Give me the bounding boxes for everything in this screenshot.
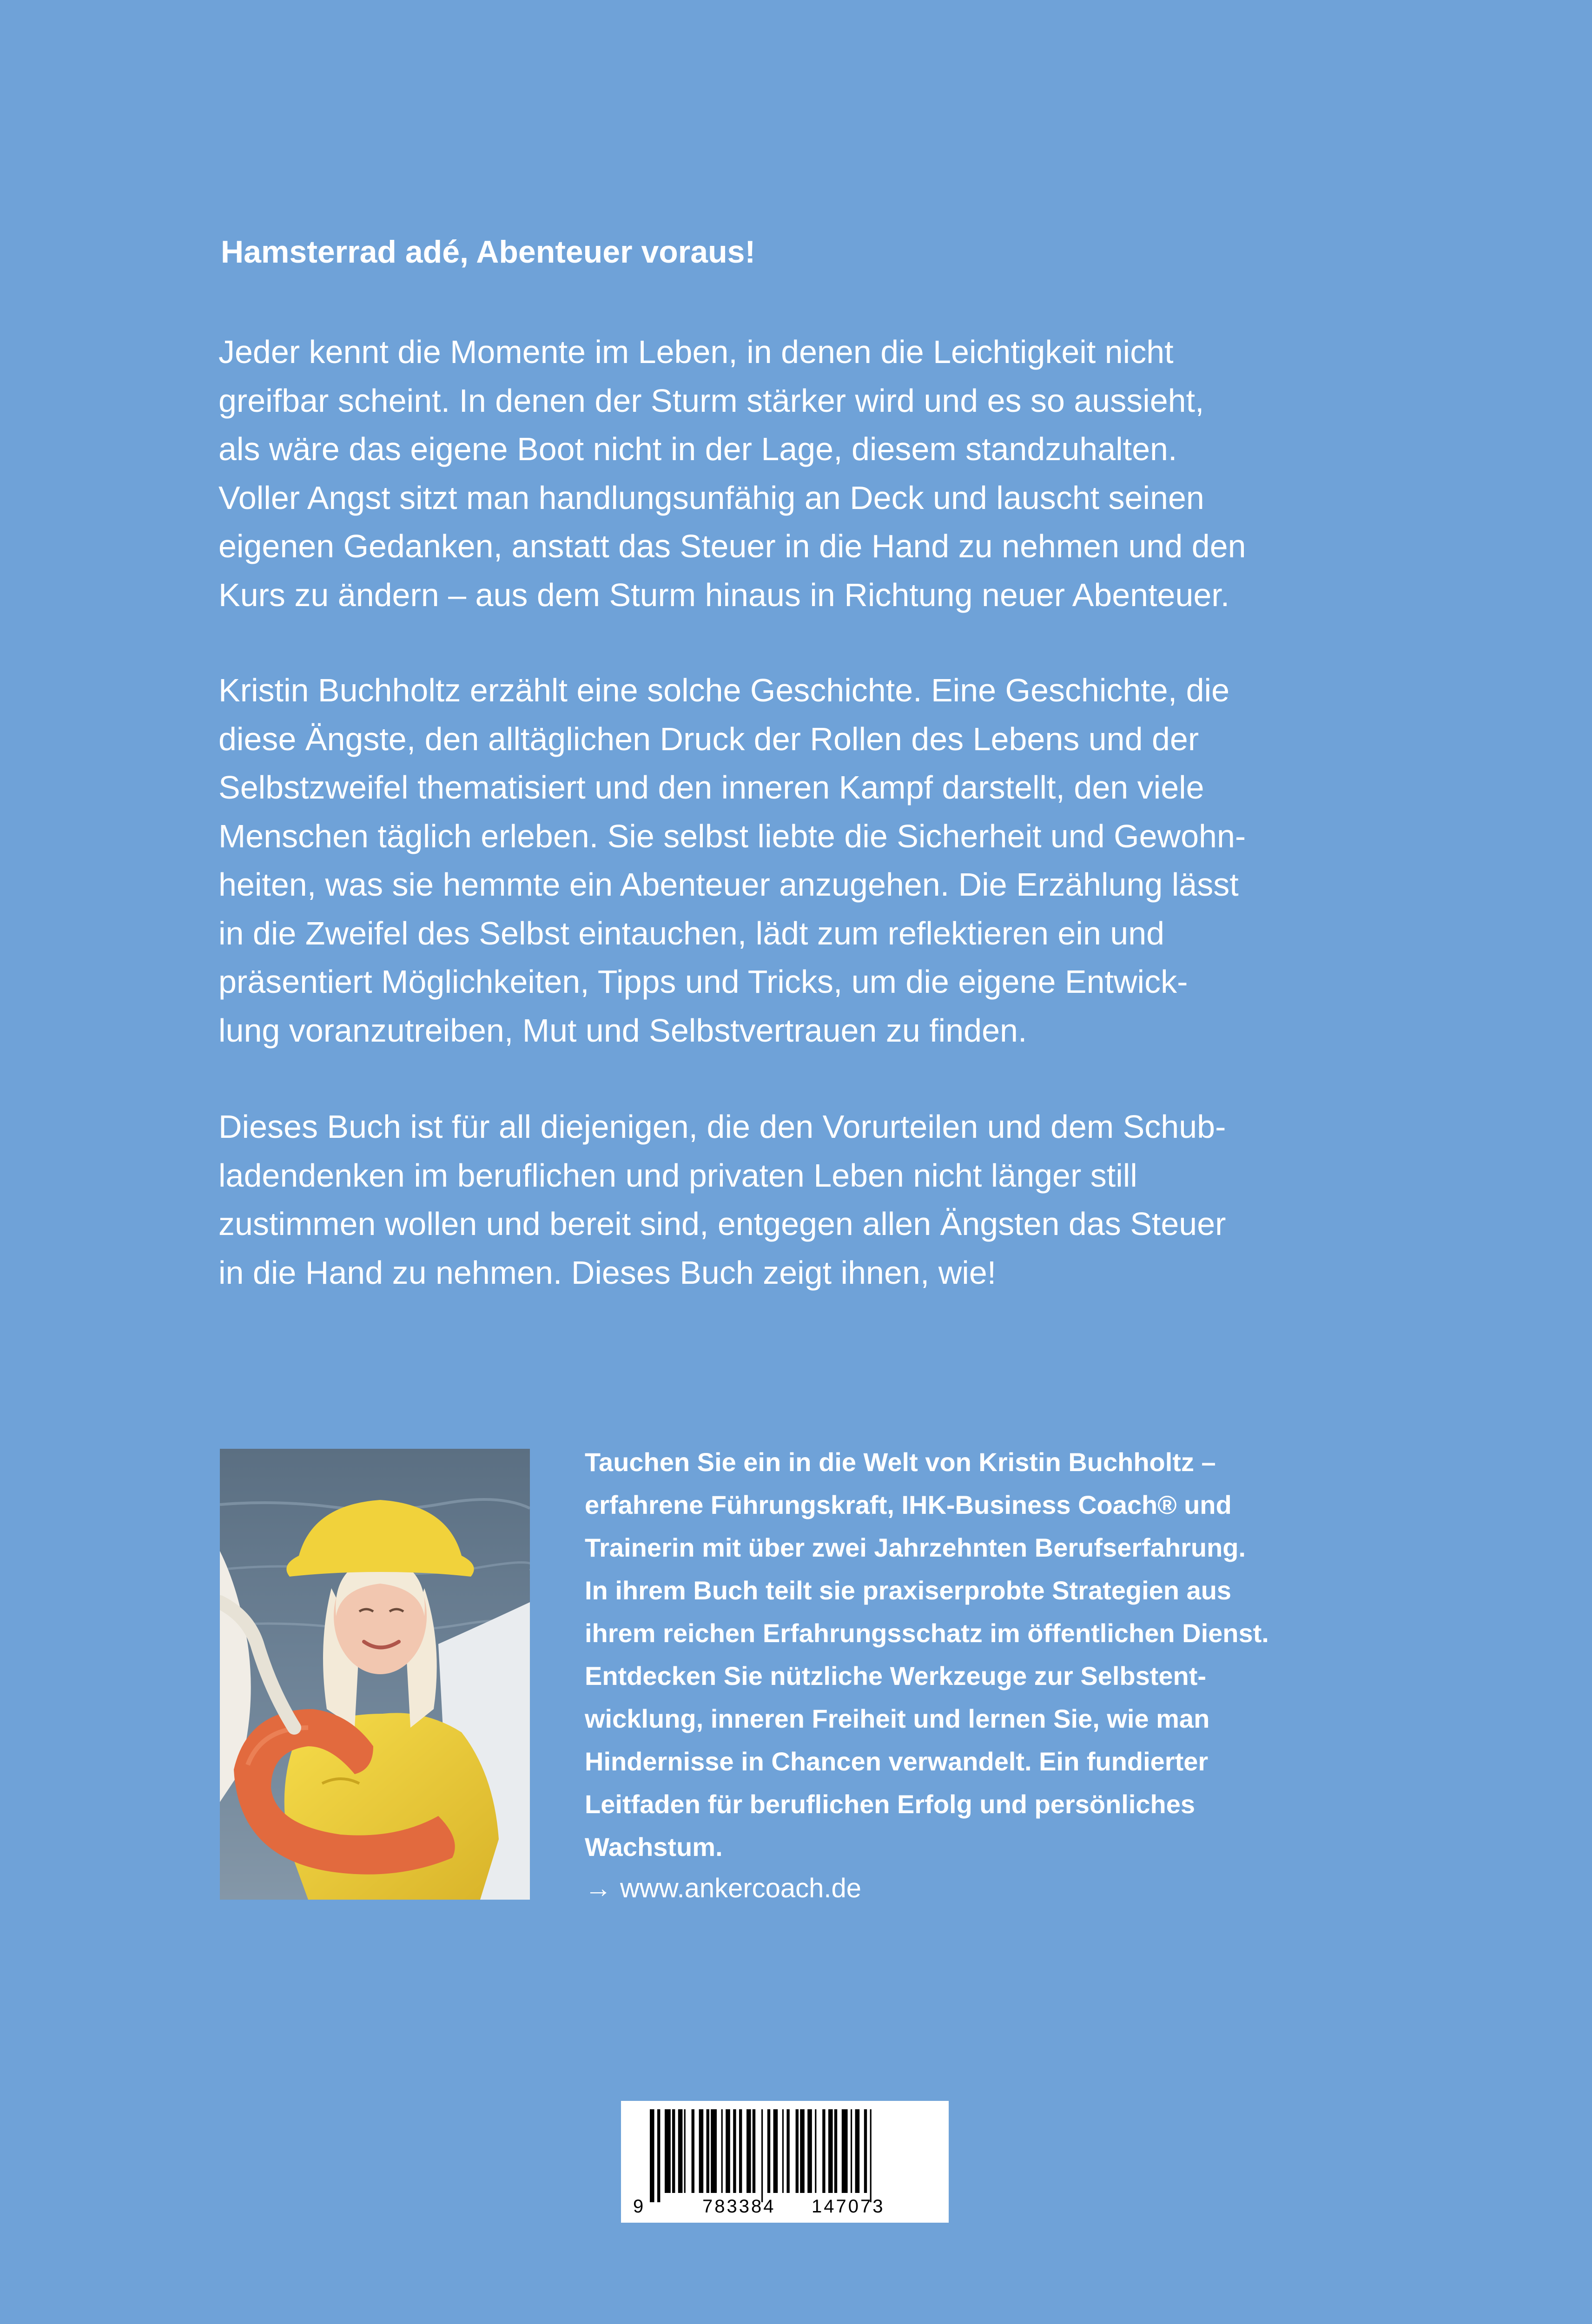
barcode-bar (726, 2109, 730, 2193)
barcode-bar (699, 2109, 704, 2193)
text-line: Menschen täglich erleben. Sie selbst liebte die Sicherheit und Gewohn- (218, 818, 1246, 854)
text-line: Dieses Buch ist für all diejenigen, die den Vorurteilen und dem Schub- (218, 1109, 1226, 1145)
barcode-bar (650, 2109, 654, 2202)
barcode-bar (672, 2109, 675, 2193)
barcode-bar (842, 2109, 848, 2193)
barcode-bar (721, 2109, 723, 2193)
arrow-right-icon: → (585, 1873, 612, 1903)
text-line: präsentiert Möglichkeiten, Tipps und Tricks, um die eigene Entwick- (218, 964, 1188, 1000)
barcode-bar (834, 2109, 837, 2193)
text-line: erfahrene Führungskraft, IHK-Business Coach® und (585, 1490, 1232, 1519)
barcode-bar (851, 2109, 852, 2193)
text-line: Wachstum. (585, 1832, 723, 1862)
back-cover-headline: Hamsterrad adé, Abenteuer voraus! (221, 234, 756, 270)
barcode-bar (657, 2109, 660, 2202)
text-line: Kurs zu ändern – aus dem Sturm hinaus in Richtung neuer Abenteuer. (218, 576, 1230, 613)
barcode-bar (796, 2109, 799, 2193)
barcode-bar (767, 2109, 770, 2193)
barcode-bar (800, 2109, 805, 2193)
barcode-bar (746, 2109, 751, 2193)
barcode-bar (678, 2109, 683, 2193)
barcode-bar (733, 2109, 736, 2193)
text-line: in die Zweifel des Selbst eintauchen, lädt zum reflektieren ein und (218, 915, 1165, 951)
text-line: Kristin Buchholtz erzählt eine solche Geschichte. Eine Geschichte, die (218, 672, 1230, 708)
text-line: eigenen Gedanken, anstatt das Steuer in die Hand zu nehmen und den (218, 528, 1246, 564)
blurb-paragraph-3 (218, 1103, 1390, 1297)
text-line: wicklung, inneren Freiheit und lernen Sie, wie man (585, 1704, 1210, 1733)
barcode-bar (782, 2109, 784, 2193)
barcode-bar (739, 2109, 742, 2193)
barcode-bar (855, 2109, 860, 2193)
barcode-bar (684, 2109, 686, 2193)
blurb-paragraph-1 (218, 328, 1390, 619)
barcode-bar (692, 2109, 694, 2193)
text-line: Entdecken Sie nützliche Werkzeuge zur Selbstent- (585, 1661, 1207, 1690)
text-line: Selbstzweifel thematisiert und den inneren Kampf darstellt, den viele (218, 769, 1204, 805)
text-line: als wäre das eigene Boot nicht in der Lage, diesem standzuhalten. (218, 431, 1177, 467)
barcode-bar (828, 2109, 833, 2193)
isbn-barcode (621, 2101, 949, 2223)
barcode-bar (864, 2109, 867, 2193)
barcode-bar (707, 2109, 709, 2193)
text-line: Tauchen Sie ein in die Welt von Kristin Buchholtz – (585, 1447, 1216, 1477)
text-line: Trainerin mit über zwei Jahrzehnten Berufserfahrung. (585, 1533, 1246, 1562)
blurb-paragraph-2 (218, 666, 1390, 1055)
barcode-first-digit: 9 (633, 2196, 644, 2217)
barcode-group-2: 147073 (812, 2196, 885, 2217)
text-line: In ihrem Buch teilt sie praxiserprobte Strategien aus (585, 1576, 1232, 1605)
text-line: Hindernisse in Chancen verwandelt. Ein fundierter (585, 1747, 1209, 1776)
author-website-link[interactable] (585, 1867, 861, 1910)
text-line: ihrem reichen Erfahrungsschatz im öffentlichen Dienst. (585, 1618, 1269, 1648)
text-line: Jeder kennt die Momente im Leben, in denen die Leichtigkeit nicht (218, 334, 1174, 370)
text-line: zustimmen wollen und bereit sind, entgegen allen Ängsten das Steuer (218, 1206, 1226, 1242)
barcode-bar (711, 2109, 717, 2193)
barcode-bar (815, 2109, 816, 2193)
text-line: diese Ängste, den alltäglichen Druck der Rollen des Lebens und der (218, 720, 1199, 757)
text-line: heiten, was sie hemmte ein Abenteuer anzugehen. Die Erzählung lässt (218, 866, 1239, 903)
barcode-bar (665, 2109, 671, 2193)
text-line: Voller Angst sitzt man handlungsunfähig an Deck und lauscht seinen (218, 479, 1204, 516)
barcode-bar (822, 2109, 825, 2193)
barcode-bar (786, 2109, 789, 2193)
text-line: greifbar scheint. In denen der Sturm stärker wird und es so aussieht, (218, 382, 1204, 419)
barcode-bars (650, 2109, 872, 2202)
barcode-bar (870, 2109, 872, 2202)
author-bio (585, 1441, 1347, 1868)
author-photo (220, 1449, 530, 1900)
text-line: ladendenken im beruflichen und privaten Leben nicht länger still (218, 1157, 1137, 1194)
text-line: in die Hand zu nehmen. Dieses Buch zeigt ihnen, wie! (218, 1254, 997, 1291)
barcode-bar (761, 2109, 763, 2202)
barcode-bar (807, 2109, 812, 2193)
barcode-group-1: 783384 (702, 2196, 776, 2217)
barcode-bar (773, 2109, 778, 2193)
text-line: Leitfaden für beruflichen Erfolg und persönliches (585, 1789, 1196, 1819)
barcode-bar (753, 2109, 755, 2193)
website-url: www.ankercoach.de (620, 1873, 862, 1903)
text-line: lung voranzutreiben, Mut und Selbstvertrauen zu finden. (218, 1012, 1027, 1049)
